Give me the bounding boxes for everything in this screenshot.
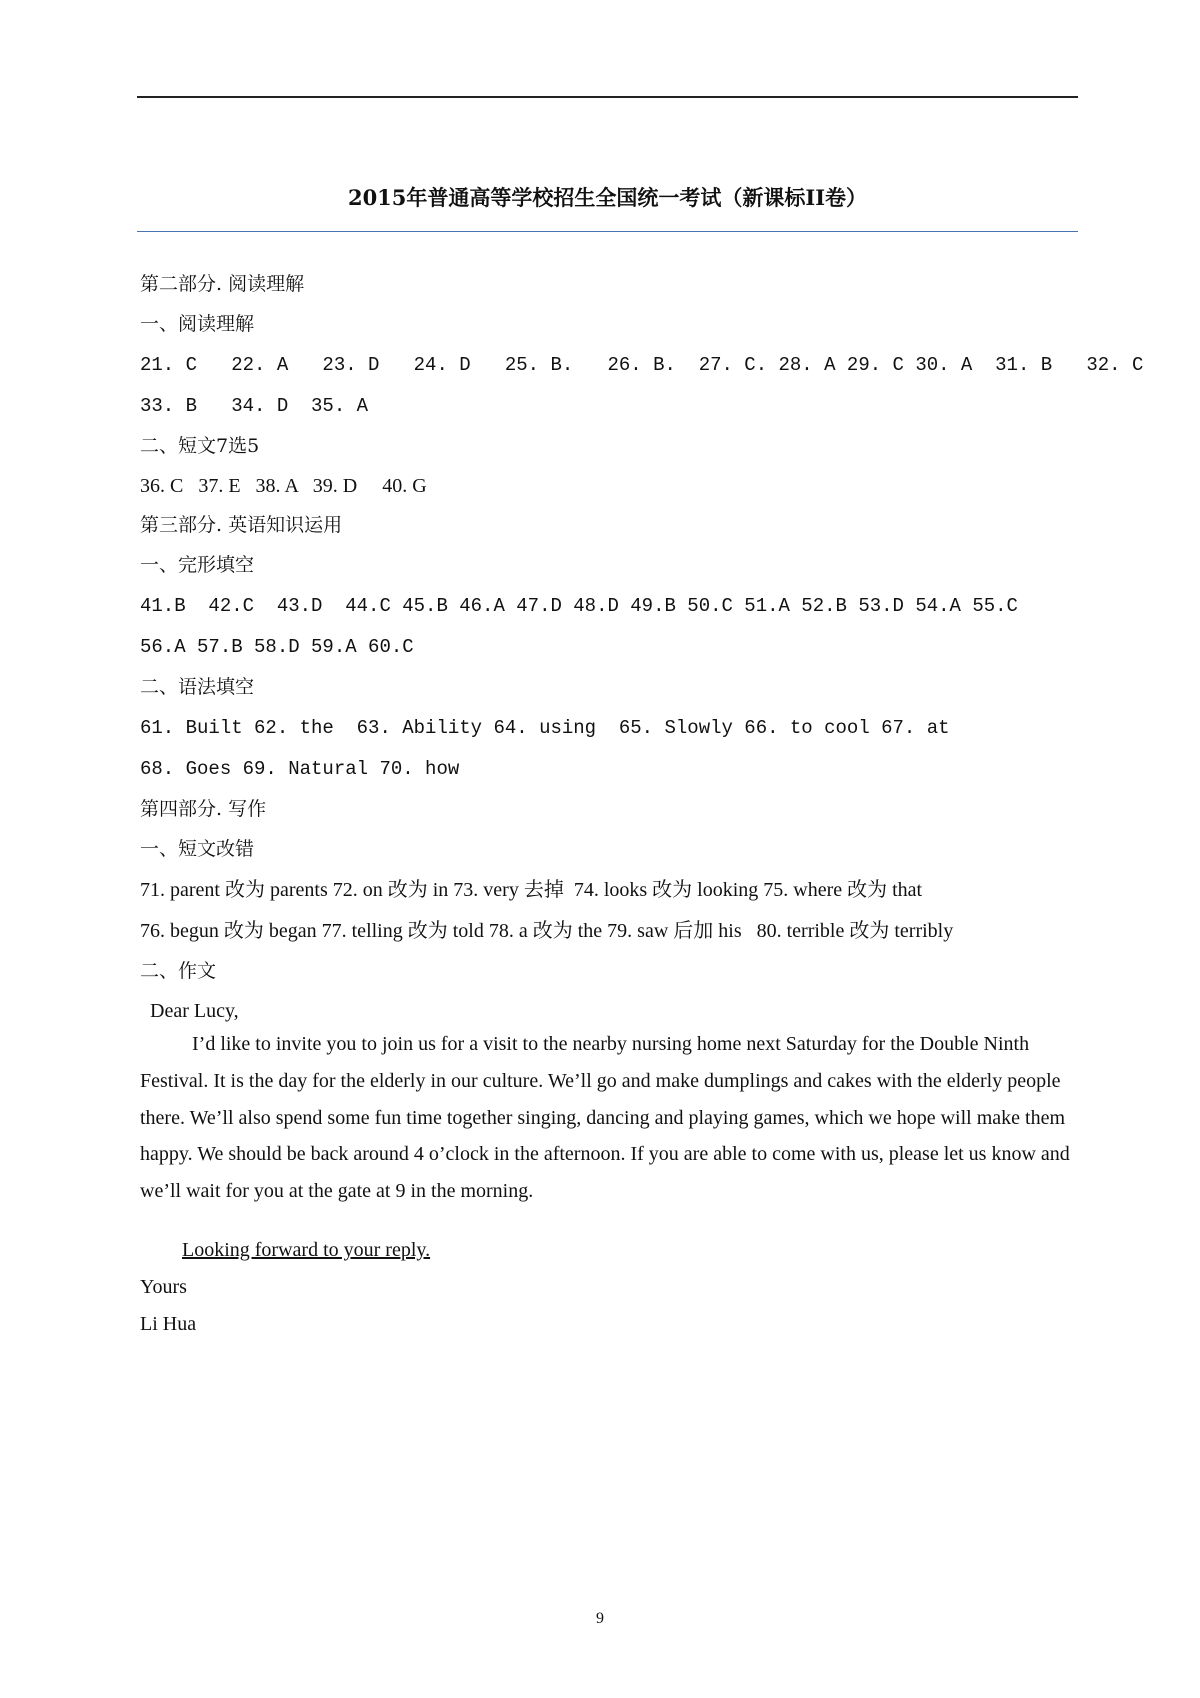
letter-body: I’d like to invite you to join us for a visit to the nearby nursing home next Saturday for the Double Ninth Festival. It is the day for the elderly in our culture. We’ll go and make dumplings and cakes with the elderly people there. We’ll also spend some fun time together singing, dancing and playing games, which we hope will make them happy. We should be back around 4 o’clock in the afternoon. If you are able to come with us, please let us know and we’ll wait for you at the gate at 9 in the morning.	[140, 1033, 1070, 1203]
part2-sec2-answers-line1: 36. C 37. E 38. A 39. D 40. G	[140, 475, 427, 497]
part3-heading: 第三部分. 英语知识运用	[140, 514, 343, 536]
part3-sec1-answers-line2: 56.A 57.B 58.D 59.A 60.C	[140, 636, 414, 658]
part4-sec1-heading: 一、短文改错	[140, 838, 255, 860]
part2-sec1-heading: 一、阅读理解	[140, 313, 255, 335]
part4-sec1-corrections-line1: 71. parent 改为 parents 72. on 改为 in 73. very 去掉 74. looks 改为 looking 75. where 改为 that	[140, 879, 923, 901]
part2-sec1-answers-line2: 33. B 34. D 35. A	[140, 395, 369, 417]
letter-signature: Li Hua	[140, 1313, 197, 1335]
part2-sec2-heading: 二、短文7选5	[140, 435, 260, 457]
part3-sec1-heading: 一、完形填空	[140, 554, 255, 576]
part2-heading: 第二部分. 阅读理解	[140, 273, 305, 295]
part3-sec1-answers-line1: 41.B 42.C 43.D 44.C 45.B 46.A 47.D 48.D 49.B 50.C 51.A 52.B 53.D 54.A 55.C	[140, 595, 1018, 617]
part4-heading: 第四部分. 写作	[140, 798, 267, 820]
part3-sec2-heading: 二、语法填空	[140, 676, 255, 698]
part3-sec2-answers-line1: 61. Built 62. the 63. Ability 64. using 65. Slowly 66. to cool 67. at	[140, 717, 950, 739]
document-title: 2015年普通高等学校招生全国统一考试（新课标II卷）	[347, 185, 868, 210]
header-rule	[137, 96, 1078, 98]
letter-signoff: Yours	[140, 1276, 187, 1298]
title-underline	[137, 231, 1078, 232]
letter-salutation: Dear Lucy,	[150, 1000, 239, 1022]
part4-sec2-heading: 二、作文	[140, 960, 217, 982]
part4-sec1-corrections-line2: 76. begun 改为 began 77. telling 改为 told 78. a 改为 the 79. saw 后加 his 80. terrible 改为 terribly	[140, 920, 954, 942]
letter-closing-line: Looking forward to your reply.	[182, 1239, 431, 1261]
part3-sec2-answers-line2: 68. Goes 69. Natural 70. how	[140, 758, 460, 780]
page-number: 9	[596, 1610, 604, 1627]
part2-sec1-answers-line1: 21. C 22. A 23. D 24. D 25. B. 26. B. 27. C. 28. A 29. C 30. A 31. B 32. C	[140, 354, 1144, 376]
